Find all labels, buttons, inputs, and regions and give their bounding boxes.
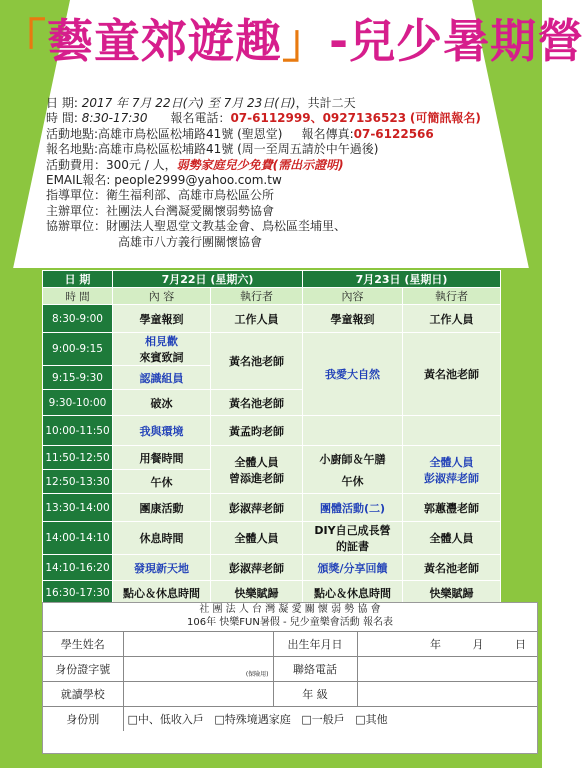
date-suffix: ，共計二天 xyxy=(295,96,356,110)
schedule-header xyxy=(43,271,501,288)
fee-note: 弱勢家庭兒少免費(需出示證明) xyxy=(176,157,344,172)
time-cell: 9:15-9:30 xyxy=(43,366,113,390)
title-sub: 兒少暑期營 xyxy=(349,14,584,68)
fax-label: 報名傳真: xyxy=(301,126,354,141)
grade-field[interactable] xyxy=(357,682,537,707)
date-label: 日 期: xyxy=(46,96,78,110)
schedule-cell: 休息時間 xyxy=(113,522,211,555)
schedule-cell: 快樂賦歸 xyxy=(403,581,501,605)
schedule-cell: 我與環境 xyxy=(113,416,211,446)
schedule-cell: 點心＆休息時間 xyxy=(303,581,403,605)
co-unit-2: 高雄市八方義行團關懷協會 xyxy=(118,234,263,249)
title-close-bracket: 」 xyxy=(282,14,329,68)
date-row xyxy=(46,96,526,111)
schedule-cell-line: 全體人員 xyxy=(234,455,279,469)
phone-label: 聯絡電話 xyxy=(273,657,357,682)
schedule-cell: 全體人員 xyxy=(211,522,303,555)
status-option-low-income[interactable]: □中、低收入戶 xyxy=(127,713,204,726)
time-value: 8:30-17:30 xyxy=(81,111,148,126)
schedule-cell xyxy=(403,416,501,446)
time-cell: 14:10-16:20 xyxy=(43,555,113,581)
schedule-cell-line: DIY自己成長營 xyxy=(314,524,391,537)
time-cell: 10:00-11:50 xyxy=(43,416,113,446)
id-label: 身份證字號 xyxy=(43,657,123,682)
event-info xyxy=(46,96,526,250)
schedule-cell-line: 全體人員 xyxy=(429,455,474,469)
schedule-cell-line: 小廚師＆午膳 xyxy=(319,452,386,466)
time-cell: 13:30-14:00 xyxy=(43,494,113,522)
staff-col-label: 執行者 xyxy=(211,288,303,305)
id-field[interactable] xyxy=(123,657,273,682)
schedule-cell xyxy=(403,446,501,494)
table-row xyxy=(43,494,501,522)
schedule-cell: 彭淑萍老師 xyxy=(211,494,303,522)
schedule-cell: 我愛大自然 xyxy=(303,333,403,416)
schedule-cell-line: 曾添進老師 xyxy=(229,471,284,485)
content2-col-label: 內容 xyxy=(303,288,403,305)
form-row xyxy=(43,682,537,707)
schedule-cell-line: 彭淑萍老師 xyxy=(424,471,480,485)
registration-table xyxy=(43,631,537,731)
staff2-col-label: 執行者 xyxy=(403,288,501,305)
schedule-cell: 郭蕙灃老師 xyxy=(403,494,501,522)
status-option-special[interactable]: □特殊境遇家庭 xyxy=(214,713,291,726)
table-row xyxy=(43,522,501,555)
schedule-cell: 認識組員 xyxy=(113,366,211,390)
page-title xyxy=(0,8,584,74)
birth-day-unit: 日 xyxy=(515,638,526,651)
birth-month-unit: 月 xyxy=(472,638,484,651)
schedule-subheader xyxy=(43,288,501,305)
schedule-cell: 發現新天地 xyxy=(113,555,211,581)
phone-field[interactable] xyxy=(357,657,537,682)
time-cell: 16:30-17:30 xyxy=(43,581,113,605)
phone-note: (可簡訊報名) xyxy=(409,111,481,126)
time-cell: 9:00-9:15 xyxy=(43,333,113,366)
time-row xyxy=(46,111,526,126)
co-unit-1: 協辦單位：財團法人聖恩堂文教基金會、鳥松區坔埔里、 xyxy=(46,219,347,234)
id-note: (保險用) xyxy=(245,670,269,678)
time-label: 時 間: xyxy=(46,111,78,126)
form-title: 106年 快樂FUN暑假 - 兒少童樂會活動 報名表 xyxy=(187,617,393,628)
schedule-cell: 學童報到 xyxy=(303,305,403,333)
schedule-cell: 黃名池老師 xyxy=(403,555,501,581)
schedule-cell: 團體活動(二) xyxy=(303,494,403,522)
content-col-label: 內 容 xyxy=(113,288,211,305)
schedule-cell: 黃名池老師 xyxy=(211,390,303,416)
time-cell: 14:00-14:10 xyxy=(43,522,113,555)
status-options xyxy=(123,707,537,732)
guide-unit: 指導單位：衛生福利部、高雄市鳥松區公所 xyxy=(46,188,275,203)
status-label: 身份別 xyxy=(43,707,123,732)
table-row xyxy=(43,305,501,333)
schedule-cell: 工作人員 xyxy=(403,305,501,333)
form-org: 社 團 法 人 台 灣 凝 愛 關 懷 弱 勢 協 會 xyxy=(199,604,381,615)
title-main: 藝童郊遊趣 xyxy=(47,14,282,68)
schedule-cell: 破冰 xyxy=(113,390,211,416)
schedule-cell xyxy=(113,333,211,366)
schedule-table xyxy=(42,270,501,605)
schedule-cell xyxy=(303,522,403,555)
schedule-cell xyxy=(303,416,403,446)
status-option-other[interactable]: □其他 xyxy=(355,713,388,726)
phone-label: 報名電話： xyxy=(170,111,231,126)
schedule-cell: 午休 xyxy=(113,470,211,494)
schedule-cell: 黃名池老師 xyxy=(403,333,501,416)
schedule-cell: 快樂賦歸 xyxy=(211,581,303,605)
school-field[interactable] xyxy=(123,682,273,707)
fax-value: 07-6122566 xyxy=(353,126,434,141)
schedule-cell: 點心＆休息時間 xyxy=(113,581,211,605)
name-field[interactable] xyxy=(123,632,273,657)
schedule-cell: 頒獎/分享回饋 xyxy=(303,555,403,581)
day-label: 日 期 xyxy=(43,271,113,288)
table-row xyxy=(43,416,501,446)
day2-header: 7月23日 (星期日) xyxy=(303,271,501,288)
schedule-cell: 工作人員 xyxy=(211,305,303,333)
fee-row xyxy=(46,158,526,173)
title-dash: - xyxy=(329,14,350,68)
table-row xyxy=(43,555,501,581)
email: EMAIL報名: people2999@yahoo.com.tw xyxy=(46,173,282,188)
schedule-cell: 學童報到 xyxy=(113,305,211,333)
time-cell: 9:30-10:00 xyxy=(43,390,113,416)
school-label: 就讀學校 xyxy=(43,682,123,707)
status-option-general[interactable]: □一般戶 xyxy=(301,713,345,726)
birth-label: 出生年月日 xyxy=(273,632,357,657)
venue: 活動地點:高雄市鳥松區松埔路41號 (聖恩堂) xyxy=(46,126,283,141)
date-value: 2017 年 7月 22日(六) 至 7月 23日(日) xyxy=(81,96,296,110)
fee-label: 活動費用：300元 / 人， xyxy=(46,157,177,172)
time-cell: 8:30-9:00 xyxy=(43,305,113,333)
host-unit: 主辦單位：社團法人台灣凝愛關懷弱勢協會 xyxy=(46,203,275,218)
venue-row xyxy=(46,127,526,142)
schedule-cell: 黃孟昀老師 xyxy=(211,416,303,446)
grade-label: 年 級 xyxy=(273,682,357,707)
time-cell: 11:50-12:50 xyxy=(43,446,113,470)
table-row xyxy=(43,581,501,605)
birth-field[interactable] xyxy=(357,632,537,657)
schedule-cell xyxy=(303,446,403,494)
day1-header: 7月22日 (星期六) xyxy=(113,271,303,288)
schedule-cell: 團康活動 xyxy=(113,494,211,522)
registration-form xyxy=(42,602,538,754)
time-cell: 12:50-13:30 xyxy=(43,470,113,494)
reg-place: 報名地點:高雄市鳥松區松埔路41號 (周一至周五請於中午過後) xyxy=(46,142,379,157)
schedule-cell: 用餐時間 xyxy=(113,446,211,470)
table-row xyxy=(43,333,501,366)
table-row xyxy=(43,446,501,470)
phone-value: 07-6112999、0927136523 xyxy=(230,111,407,126)
form-row xyxy=(43,707,537,732)
schedule-cell-line: 來賓致詞 xyxy=(139,351,184,364)
schedule-cell-line: 午休 xyxy=(341,474,364,488)
time-col-label: 時 間 xyxy=(43,288,113,305)
schedule-cell-line: 的証書 xyxy=(336,540,370,553)
schedule-cell: 全體人員 xyxy=(403,522,501,555)
birth-year-unit: 年 xyxy=(430,638,442,651)
schedule-cell: 彭淑萍老師 xyxy=(211,555,303,581)
name-label: 學生姓名 xyxy=(43,632,123,657)
schedule-cell xyxy=(211,446,303,494)
title-open-bracket: 「 xyxy=(0,14,47,68)
schedule-cell-line: 相見歡 xyxy=(145,335,178,348)
form-row xyxy=(43,657,537,682)
schedule-cell: 黃名池老師 xyxy=(211,333,303,390)
form-row xyxy=(43,632,537,657)
